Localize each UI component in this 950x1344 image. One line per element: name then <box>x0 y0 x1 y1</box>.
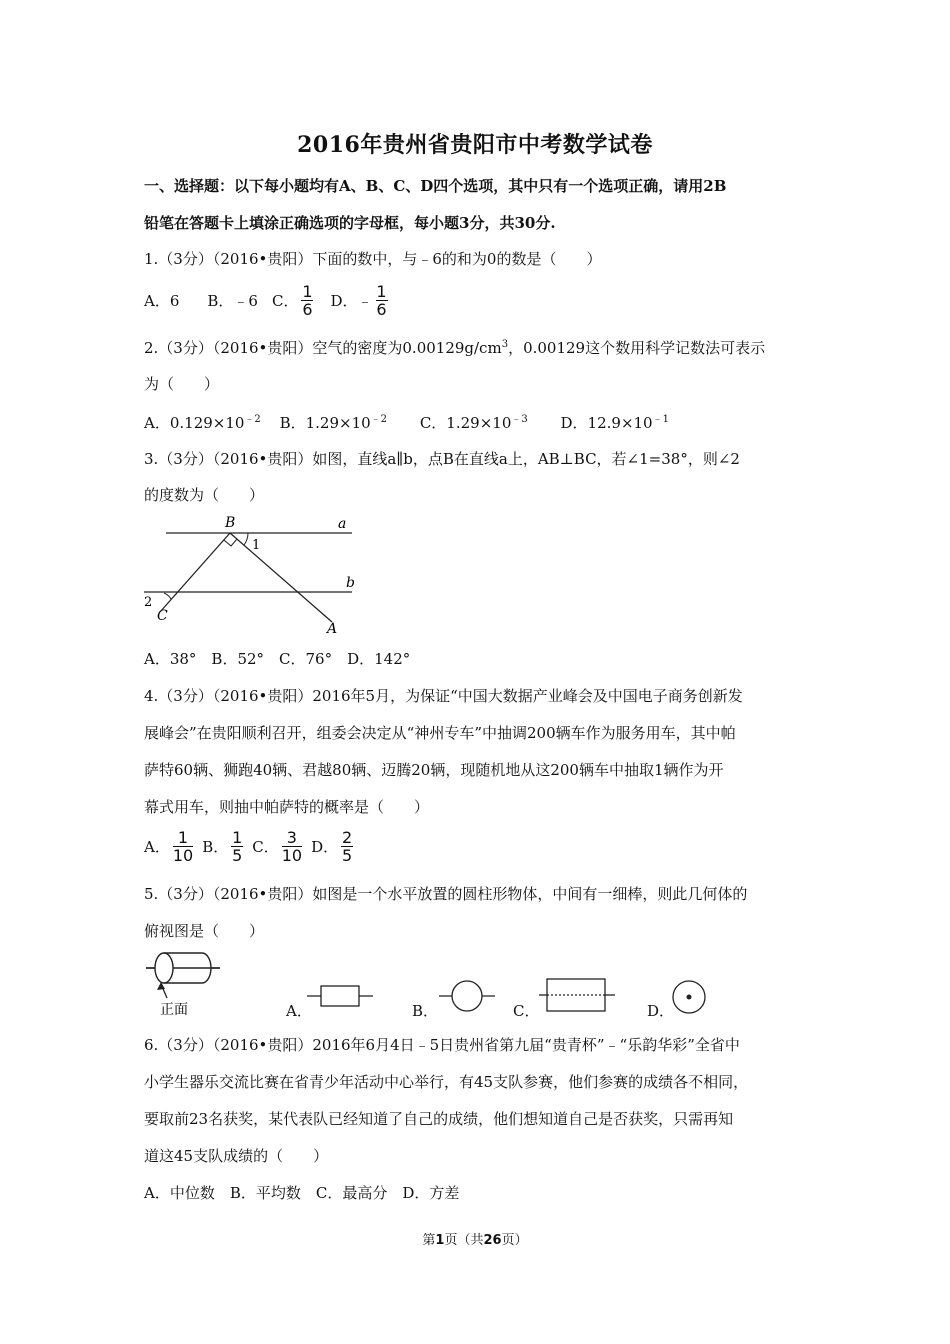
question-4-line-4: 幕式用车，则抽中帕萨特的概率是（ ） <box>144 798 430 816</box>
label-angle-1: 1 <box>252 538 261 553</box>
option-d: D． <box>330 292 358 310</box>
current-page: 1 <box>435 1233 445 1248</box>
cylinder-face <box>155 953 173 983</box>
option-a: A． <box>144 838 170 856</box>
question-6-line-4: 道这45支队成绩的（ ） <box>144 1147 329 1165</box>
option-d-figure <box>670 978 710 1018</box>
option-c: C． <box>252 838 279 856</box>
option-a-figure <box>305 983 375 1013</box>
parallel-lines-figure <box>140 512 360 637</box>
front-label: 正面 <box>160 1002 188 1018</box>
option-d: D． <box>647 1002 675 1020</box>
label-b-point: B <box>225 515 236 531</box>
question-4-line-2: 展峰会”在贵阳顺利召开，组委会决定从“神州专车”中抽调200辆车作为服务用车，其中帕 <box>144 724 736 742</box>
question-6-line-3: 要取前23名获奖，某代表队已经知道了自己的成绩，他们想知道自己是否获奖，只需再知 <box>144 1110 734 1128</box>
question-2-stem-cont: 为（ ） <box>144 375 220 393</box>
option-b: B． <box>202 838 229 856</box>
label-line-a: a <box>338 516 347 532</box>
question-4-options <box>144 829 356 864</box>
option-c-figure <box>537 977 617 1013</box>
option-c: C． <box>271 292 299 310</box>
cylinder-figure <box>140 950 230 1020</box>
page-title: 2016年贵州省贵阳市中考数学试卷 <box>297 132 653 158</box>
fraction-d: $\frac{1}{6}$ <box>376 282 387 319</box>
fraction-b: $\frac{1}{5}$ <box>232 828 243 865</box>
question-3-options: A．38° B．52° C．76° D．142° <box>144 650 411 668</box>
page-footer: 第1页（共26页） <box>422 1233 528 1248</box>
option-b: B． <box>412 1002 439 1020</box>
option-b: B．﹣6 <box>207 292 258 310</box>
option-a: A．6 <box>144 292 180 310</box>
option-a: A． <box>286 1002 312 1020</box>
question-5-line-2: 俯视图是（ ） <box>144 922 265 940</box>
option-a: A．$0.129\times 10^{﹣2}$ <box>144 414 261 432</box>
question-2-options <box>144 410 669 433</box>
option-b-figure <box>437 979 497 1015</box>
fraction-a: $\frac{1}{10}$ <box>172 828 194 865</box>
total-pages: 26 <box>483 1233 502 1248</box>
option-c: C．$1.29\times 10^{﹣3}$ <box>419 414 528 432</box>
question-4-line-1: 4.（3分）（2016•贵阳）2016年5月，为保证“中国大数据产业峰会及中国电子商务创新发 <box>144 687 743 705</box>
question-5-line-1: 5.（3分）（2016•贵阳）如图是一个水平放置的圆柱形物体，中间有一细棒，则此几何体的 <box>144 885 748 903</box>
label-angle-2: 2 <box>144 595 153 610</box>
option-c: C． <box>513 1002 540 1020</box>
fraction-c: $\frac{1}{6}$ <box>302 282 313 319</box>
option-d: D．$12.9\times 10^{﹣1}$ <box>560 414 669 432</box>
question-3-stem: 3.（3分）（2016•贵阳）如图，直线a∥b，点B在直线a上，AB⊥BC，若∠1=38°，则∠2 <box>144 450 740 468</box>
question-4-line-3: 萨特60辆、狮跑40辆、君越80辆、迈腾20辆，现随机地从这200辆车中抽取1辆作为开 <box>144 761 724 779</box>
angle-1-arc <box>244 533 248 545</box>
section-line-2: 铅笔在答题卡上填涂正确选项的字母框，每小题3分，共30分. <box>144 214 556 232</box>
question-6-line-1: 6.（3分）（2016•贵阳）2016年6月4日﹣5日贵州省第九届“贵青杯”﹣“乐韵华彩”全省中 <box>144 1036 740 1054</box>
option-d: D． <box>311 838 339 856</box>
fraction-c: $\frac{3}{10}$ <box>281 828 303 865</box>
fraction-d: $\frac{2}{5}$ <box>342 828 353 865</box>
segment-bc <box>160 533 230 612</box>
label-a-point: A <box>327 621 338 637</box>
question-6-options: A．中位数 B．平均数 C．最高分 D．方差 <box>144 1184 460 1202</box>
segment-ba <box>230 533 332 622</box>
question-2-stem: 2.（3分）（2016•贵阳）空气的密度为$0.00129g/cm^3$，0.00129这个数用科学记数法可表示 <box>144 339 766 357</box>
label-c-point: C <box>157 608 168 624</box>
option-b: B．$1.29\times 10^{﹣2}$ <box>279 414 388 432</box>
right-angle-mark <box>224 539 237 546</box>
question-3-stem-cont: 的度数为（ ） <box>144 486 265 504</box>
question-1-stem: 1.（3分）（2016•贵阳）下面的数中，与﹣6的和为0的数是（ ） <box>144 250 602 268</box>
question-6-line-2: 小学生器乐交流比赛在省青少年活动中心举行，有45支队参赛，他们参赛的成绩各不相同， <box>144 1073 749 1091</box>
question-1-options <box>144 283 391 318</box>
section-line-1: 一、选择题：以下每小题均有A、B、C、D四个选项，其中只有一个选项正确，请用2B <box>144 177 727 195</box>
negative-sign: ﹣ <box>357 292 373 310</box>
section-heading <box>144 168 824 242</box>
angle-2-arc <box>164 593 171 599</box>
label-line-b: b <box>346 575 355 591</box>
